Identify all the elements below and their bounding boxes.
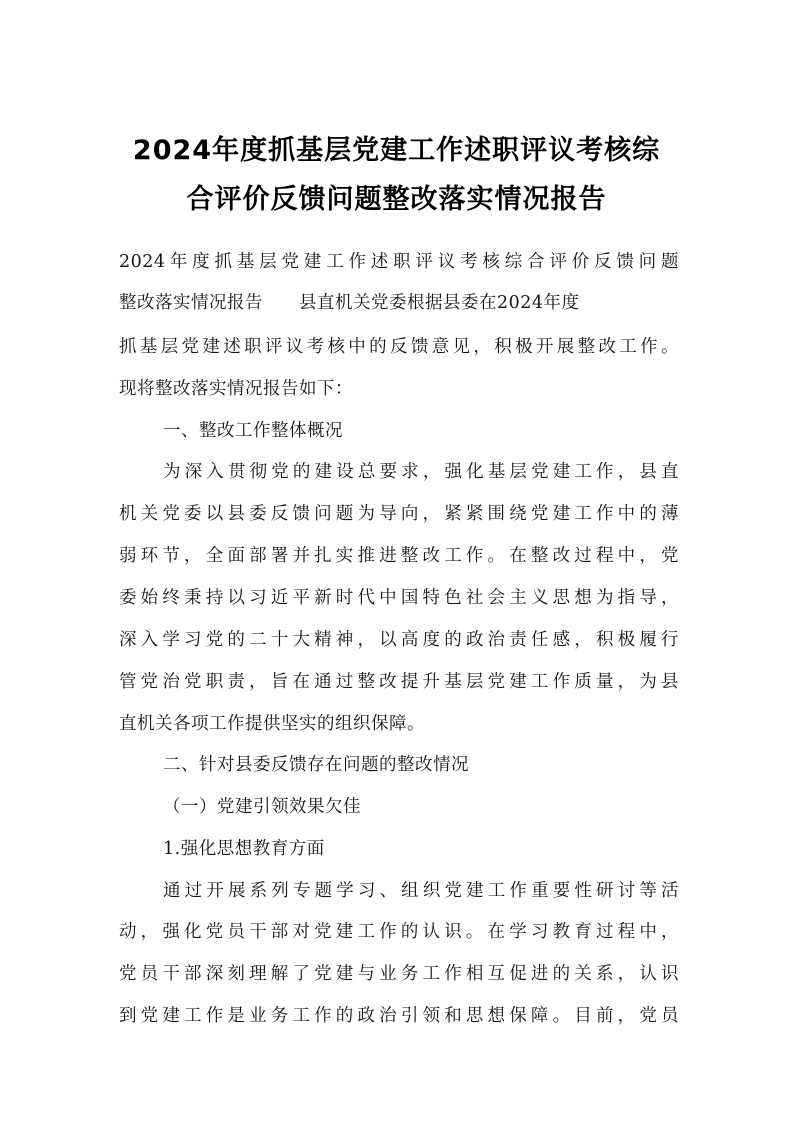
body-line: 管党治党职责，旨在通过整改提升基层党建工作质量，为县	[119, 672, 679, 692]
item-heading: 1.强化思想教育方面	[163, 839, 325, 859]
body-line: 党员干部深刻理解了党建与业务工作相互促进的关系，认识	[119, 964, 679, 984]
section-heading: 二、针对县委反馈存在问题的整改情况	[163, 755, 469, 775]
body-line: 现将整改落实情况报告如下：	[119, 379, 353, 399]
body-line: 为深入贯彻党的建设总要求，强化基层党建工作，县直	[163, 462, 679, 482]
body-line: 到党建工作是业务工作的政治引领和思想保障。目前，党员	[119, 1006, 679, 1026]
body-line: 动，强化党员干部对党建工作的认识。在学习教育过程中，	[119, 922, 679, 942]
body-line: 机关党委以县委反馈问题为导向，紧紧围绕党建工作中的薄	[119, 504, 679, 524]
body-line: 深入学习党的二十大精神，以高度的政治责任感，积极履行	[119, 630, 679, 650]
body-line: 2024年度抓基层党建工作述职评议考核综合评价反馈问题	[119, 252, 679, 272]
document-title-line-1: 2024年度抓基层党建工作述职评议考核综	[132, 135, 661, 166]
body-line: 直机关各项工作提供坚实的组织保障。	[119, 714, 425, 734]
document-title-line-2: 合评价反馈问题整改落实情况报告	[186, 184, 607, 215]
body-line: 弱环节，全面部署并扎实推进整改工作。在整改过程中，党	[119, 546, 679, 566]
body-line: 通过开展系列专题学习、组织党建工作重要性研讨等活	[163, 881, 679, 901]
subsection-heading: （一）党建引领效果欠佳	[163, 797, 361, 817]
body-line: 抓基层党建述职评议考核中的反馈意见，积极开展整改工作。	[119, 337, 679, 357]
body-line: 整改落实情况报告 县直机关党委根据县委在2024年度	[119, 293, 580, 313]
section-heading: 一、整改工作整体概况	[163, 421, 343, 441]
body-line: 委始终秉持以习近平新时代中国特色社会主义思想为指导，	[119, 588, 679, 608]
